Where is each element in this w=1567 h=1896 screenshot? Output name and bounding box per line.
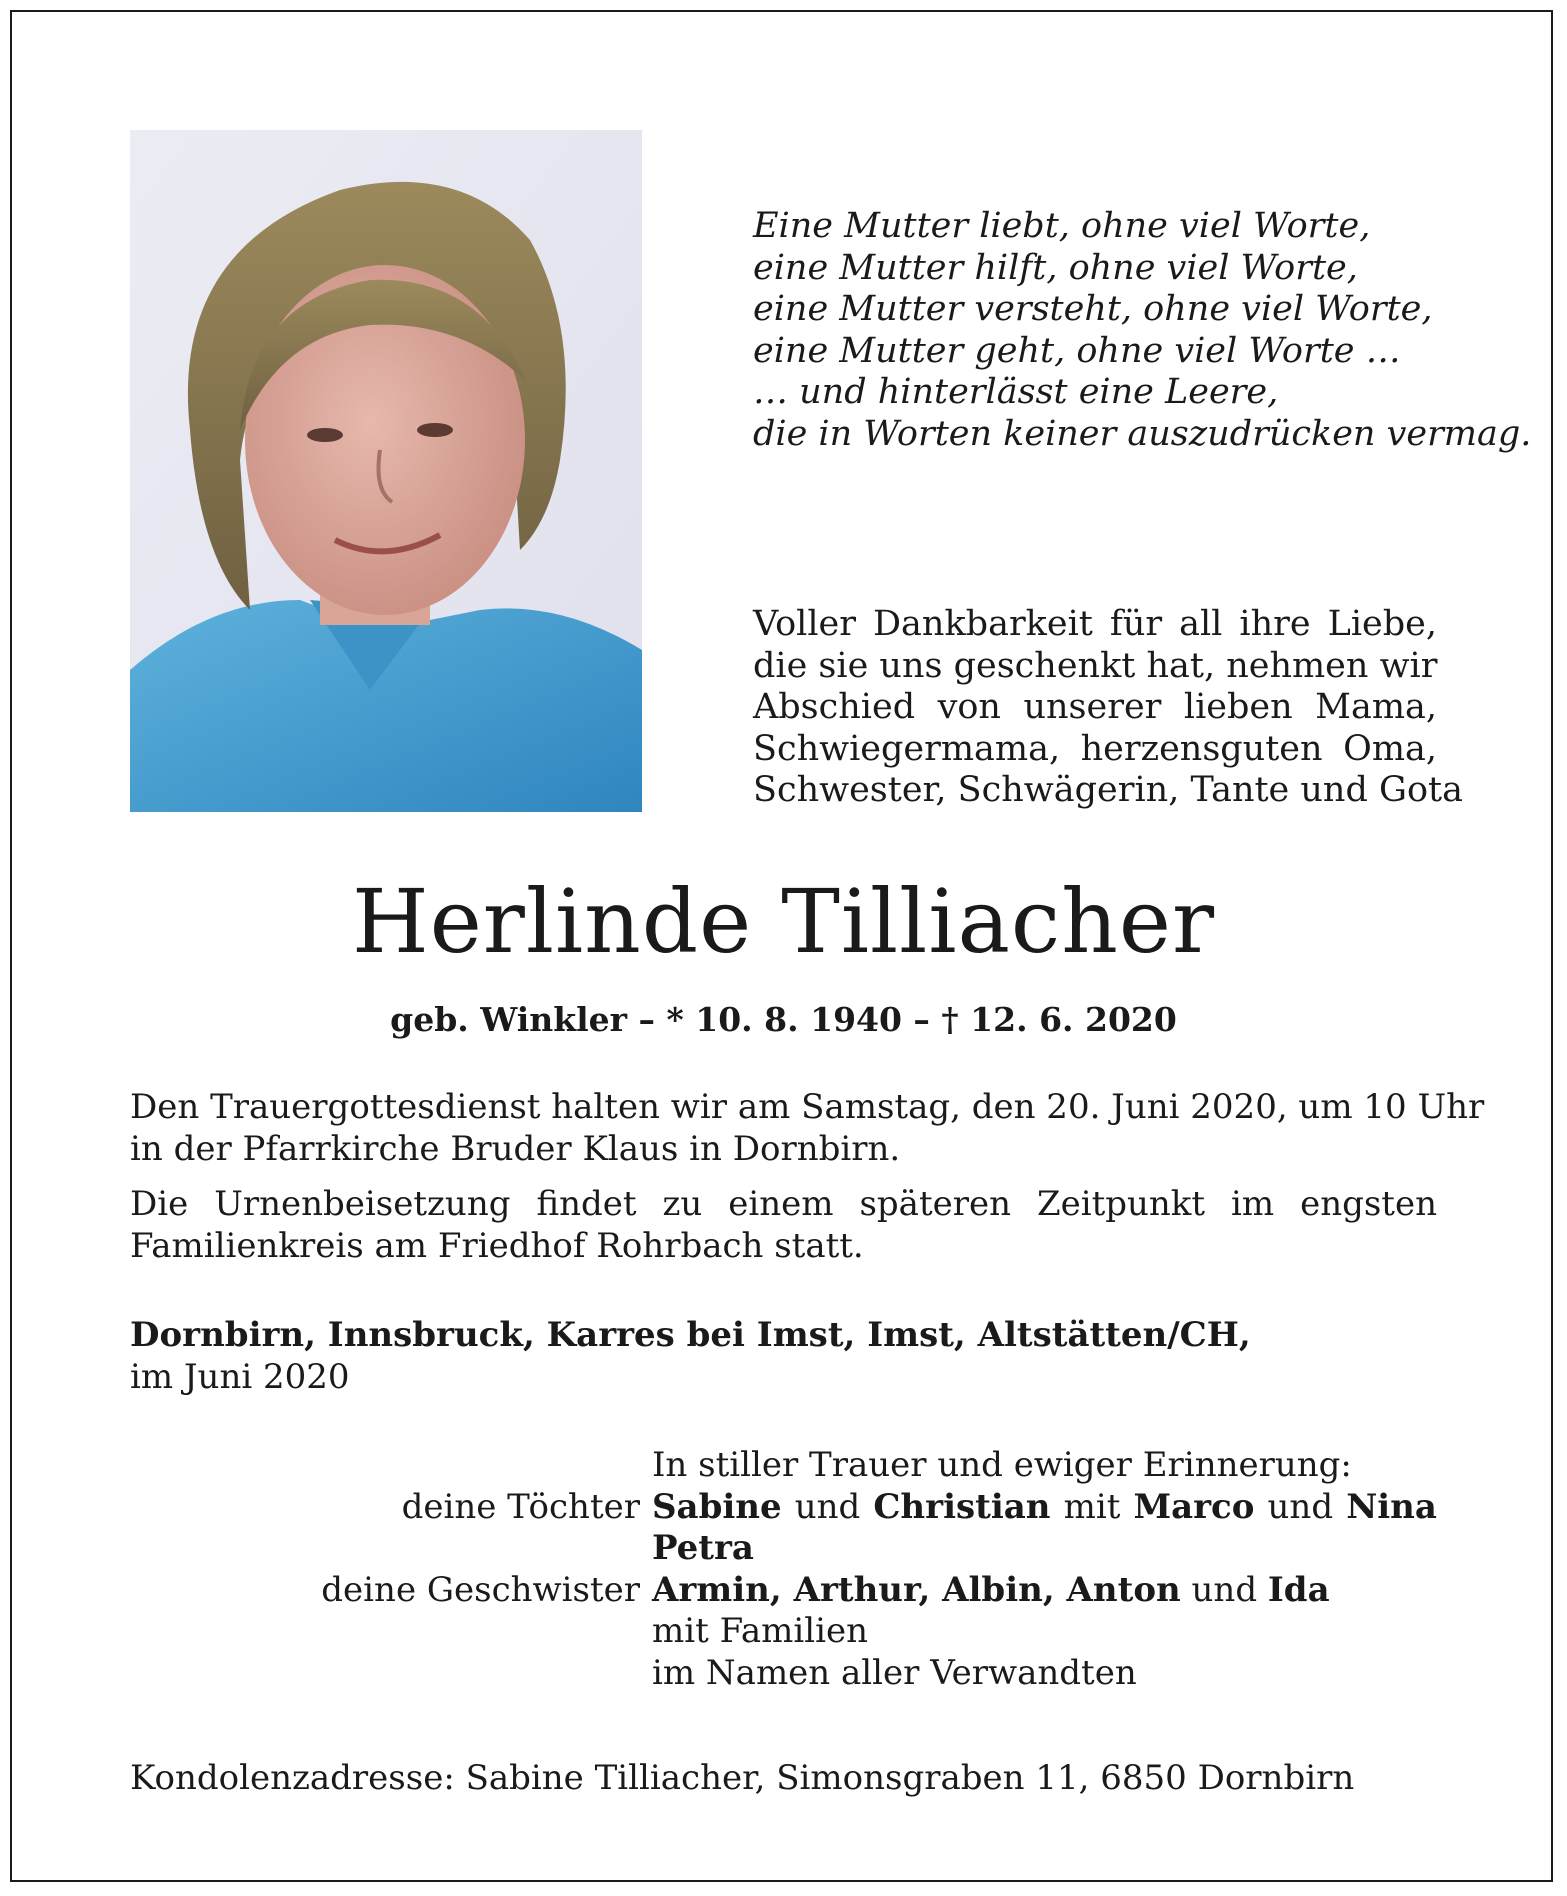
siblings-names [652, 1570, 1437, 1612]
connector-word: und [1267, 1486, 1334, 1527]
family-name: Christian [873, 1486, 1051, 1527]
family-name: Armin, Arthur, Albin, Anton [652, 1569, 1181, 1610]
poem-line: … und hinterlässt eine Leere, [753, 372, 1279, 412]
service-line: Die Urnenbeisetzung findet zu einem späteren Zeitpunkt im engsten [130, 1184, 1437, 1224]
poem-line: eine Mutter geht, ohne viel Worte … [753, 330, 1401, 371]
family-name: Marco [1133, 1486, 1255, 1527]
intro-line: Abschied von unserer lieben Mama, [753, 687, 1437, 727]
places-block [130, 1315, 1251, 1398]
family-block [130, 1445, 1437, 1694]
family-name: Sabine [652, 1486, 782, 1527]
intro-line: die sie uns geschenkt hat, nehmen wir [753, 645, 1438, 686]
places-date: im Juni 2020 [130, 1356, 350, 1397]
family-name: Petra [652, 1528, 754, 1568]
family-name: Nina [1346, 1486, 1437, 1527]
relatives-line: im Namen aller Verwandten [652, 1652, 1137, 1693]
intro-text [753, 604, 1463, 812]
intro-line: Schwester, Schwägerin, Tante und Gota [753, 770, 1463, 810]
intro-line: Schwiegermama, herzensguten Oma, [753, 728, 1437, 769]
service-line: in der Pfarrkirche Bruder Klaus in Dornbirn. [130, 1128, 901, 1169]
poem-line: eine Mutter hilft, ohne viel Worte, [753, 247, 1358, 288]
poem-line: die in Worten keiner auszudrücken vermag. [753, 413, 1532, 454]
with-families: mit Familien [652, 1611, 869, 1651]
daughters-names [652, 1487, 1437, 1529]
connector-word: mit [1063, 1486, 1121, 1527]
poem [753, 206, 1532, 455]
service-info [130, 1087, 1485, 1267]
service-line: Den Trauergottesdienst halten wir am Samstag, den 20. Juni 2020, um 10 Uhr [130, 1087, 1485, 1127]
intro-line: Voller Dankbarkeit für all ihre Liebe, [753, 604, 1437, 644]
poem-line: eine Mutter versteht, ohne viel Worte, [753, 289, 1433, 329]
connector-word: und [1191, 1569, 1258, 1610]
places-towns: Dornbirn, Innsbruck, Karres bei Imst, Imst, Altstätten/CH, [130, 1315, 1251, 1355]
portrait-photo [130, 130, 642, 812]
birth-death-dates: geb. Winkler – * 10. 8. 1940 – † 12. 6. 2020 [390, 1000, 1177, 1039]
connector-word: und [794, 1486, 861, 1527]
deceased-name: Herlinde Tilliacher [351, 870, 1216, 973]
service-line: Familienkreis am Friedhof Rohrbach statt. [130, 1225, 864, 1266]
daughters-label: deine Töchter [401, 1486, 640, 1527]
mourning-heading: In stiller Trauer und ewiger Erinnerung: [652, 1445, 1352, 1485]
poem-line: Eine Mutter liebt, ohne viel Worte, [753, 206, 1371, 246]
family-name: Ida [1267, 1569, 1330, 1610]
condolence-address: Kondolenzadresse: Sabine Tilliacher, Simonsgraben 11, 6850 Dornbirn [130, 1758, 1355, 1798]
siblings-label: deine Geschwister [321, 1569, 640, 1610]
